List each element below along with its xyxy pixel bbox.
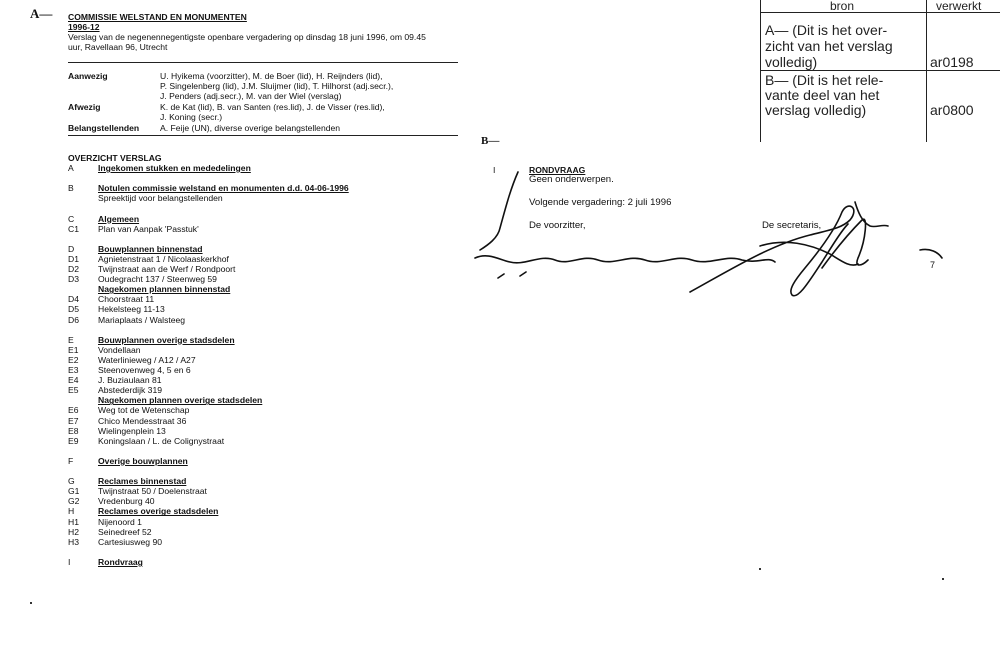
overview-item-text: Abstederdijk 319 bbox=[98, 385, 163, 396]
stamp-row-a-line: A— (Dit is het over- bbox=[765, 22, 888, 38]
overview-item-text: Ingekomen stukken en mededelingen bbox=[98, 163, 251, 173]
attendance-visitors-line: A. Feije (UN), diverse overige belangstellenden bbox=[160, 123, 341, 133]
stamp-row-b-line: vante deel van het bbox=[765, 87, 880, 103]
stamp-row-b-code: ar0800 bbox=[930, 102, 974, 118]
overview-item-text: Hekelsteeg 11-13 bbox=[98, 304, 165, 315]
stamp-left-border bbox=[760, 0, 761, 142]
overview-item-text: Waterlinieweg / A12 / A27 bbox=[98, 354, 196, 365]
header-rule bbox=[68, 62, 458, 63]
margin-marker-a: A— bbox=[30, 6, 53, 21]
scan-speck bbox=[30, 602, 32, 604]
attendance-label-visitors: Belangstellenden bbox=[68, 123, 140, 133]
stamp-header-bron: bron bbox=[830, 0, 855, 13]
overview-item-code: E6 bbox=[68, 405, 79, 416]
overview-item-code: D2 bbox=[68, 264, 79, 274]
attendance-label-absent: Afwezig bbox=[68, 102, 101, 112]
overview-item-text: Oudegracht 137 / Steenweg 59 bbox=[98, 274, 217, 285]
overview-item-text: Nagekomen plannen binnenstad bbox=[98, 284, 231, 295]
overview-item-code: E5 bbox=[68, 385, 79, 396]
overview-item-text: Nagekomen plannen overige stadsdelen bbox=[98, 395, 263, 406]
overview-item-text: Mariaplaats / Walsteeg bbox=[98, 314, 186, 325]
signatures bbox=[470, 150, 970, 340]
overview-item-code: E1 bbox=[68, 344, 79, 355]
overview-item-text: Seinedreef 52 bbox=[98, 526, 152, 537]
overview-item-text: Rondvraag bbox=[98, 556, 143, 567]
overview-item-text: Reclames binnenstad bbox=[98, 476, 187, 487]
overview-item-code: E8 bbox=[68, 425, 79, 436]
overview-item-code: D bbox=[68, 243, 75, 254]
stamp-row-a-line: zicht van het verslag bbox=[765, 38, 893, 54]
attendance-rule bbox=[68, 135, 458, 136]
overview-item-code: E4 bbox=[68, 375, 79, 386]
stamp-row-b-line: B— (Dit is het rele- bbox=[765, 72, 884, 88]
attendance-present-line: P. Singelenberg (lid), J.M. Sluijmer (lid), T. Hilhorst (adj.secr.), bbox=[160, 81, 394, 91]
secretary-signature-icon bbox=[690, 202, 888, 296]
stamp-header-verwerkt: verwerkt bbox=[936, 0, 982, 13]
overview-item-text: Agnietenstraat 1 / Nicolaaskerkhof bbox=[98, 253, 229, 264]
overview-item-text: Cartesiusweg 90 bbox=[98, 536, 163, 547]
document-subtitle-line-2: uur, Ravellaan 96, Utrecht bbox=[68, 42, 168, 52]
page-mark: 7 bbox=[930, 260, 936, 270]
overview-title: OVERZICHT VERSLAG bbox=[68, 153, 162, 163]
overview-item-code: B bbox=[68, 183, 74, 194]
overview-item-text: Weg tot de Wetenschap bbox=[98, 405, 190, 416]
overview-item-text: Koningslaan / L. de Colignystraat bbox=[98, 435, 225, 446]
overview-item-code: C1 bbox=[68, 223, 79, 234]
attendance-present-line: J. Penders (adj.secr.), M. van der Wiel (verslag) bbox=[160, 91, 342, 101]
overview-item-code: H2 bbox=[68, 526, 79, 537]
overview-item-text: Bouwplannen overige stadsdelen bbox=[98, 334, 235, 345]
overview-item-code: D5 bbox=[68, 304, 79, 315]
overview-item-code: E9 bbox=[68, 435, 79, 446]
overview-item-code: E2 bbox=[68, 354, 79, 365]
overview-item-text: Vredenburg 40 bbox=[98, 496, 155, 507]
overview-item-code: E3 bbox=[68, 365, 79, 375]
overview-item-text: Bouwplannen binnenstad bbox=[98, 243, 203, 254]
document-subtitle-line-1: Verslag van de negenennegentigste openbare vergadering op dinsdag 18 juni 1996, om 09.45 bbox=[68, 32, 426, 42]
overview-item-text: Nijenoord 1 bbox=[98, 516, 142, 527]
overview-item-text: Overige bouwplannen bbox=[98, 455, 188, 466]
stamp-row-rule bbox=[760, 70, 1000, 71]
attendance-absent-line: K. de Kat (lid), B. van Santen (res.lid), J. de Visser (res.lid), bbox=[160, 102, 385, 112]
section-code: I bbox=[493, 165, 496, 175]
next-meeting: Volgende vergadering: 2 juli 1996 bbox=[529, 197, 672, 208]
overview-item-code: G1 bbox=[68, 486, 80, 497]
document-number: 1996-12 bbox=[68, 22, 100, 32]
overview-item-code: H bbox=[68, 506, 75, 517]
overview-item-code: F bbox=[68, 455, 74, 466]
attendance-present-line: U. Hyikema (voorzitter), M. de Boer (lid), H. Reijnders (lid), bbox=[160, 71, 383, 81]
overview-item-text: Algemeen bbox=[98, 213, 140, 224]
section-title: RONDVRAAG bbox=[529, 165, 586, 175]
stamp-divider bbox=[926, 0, 927, 142]
overview-item-text: Chico Mendesstraat 36 bbox=[98, 415, 187, 426]
document-title: COMMISSIE WELSTAND EN MONUMENTEN bbox=[68, 12, 247, 22]
overview-item-code: I bbox=[68, 556, 71, 567]
overview-item-text: Choorstraat 11 bbox=[98, 294, 155, 305]
stamp-row-b-line: verslag volledig) bbox=[765, 102, 867, 118]
scan-speck bbox=[759, 568, 761, 570]
margin-marker-b: B— bbox=[481, 135, 500, 147]
overview-item-code: H1 bbox=[68, 516, 79, 527]
overview-item-text: Plan van Aanpak 'Passtuk' bbox=[98, 223, 199, 234]
overview-item-code: H3 bbox=[68, 536, 79, 547]
overview-item-text: Vondellaan bbox=[98, 344, 141, 355]
overview-item-code: D6 bbox=[68, 314, 79, 325]
stamp-row-a-code: ar0198 bbox=[930, 54, 974, 70]
overview-item-text: Steenovenweg 4, 5 en 6 bbox=[98, 365, 191, 375]
overview-item-code: C bbox=[68, 213, 75, 224]
section-text: Geen onderwerpen. bbox=[529, 174, 614, 185]
overview-item-text: J. Buziaulaan 81 bbox=[98, 375, 162, 386]
overview-item-code: A bbox=[68, 163, 74, 173]
attendance-absent-line: J. Koning (secr.) bbox=[160, 112, 223, 122]
stamp-row-a-line: volledig) bbox=[765, 54, 818, 70]
overview-item-code: D4 bbox=[68, 294, 79, 305]
scan-speck bbox=[942, 578, 944, 580]
overview-item-code: G bbox=[68, 476, 75, 487]
overview-item-text: Spreektijd voor belangstellenden bbox=[98, 193, 223, 204]
overview-item-text: Twijnstraat 50 / Doelenstraat bbox=[98, 486, 207, 497]
overview-item-text: Notulen commissie welstand en monumenten d.d. 04-06-1996 bbox=[98, 183, 349, 194]
overview-item-code: E7 bbox=[68, 415, 79, 426]
chair-signature-icon bbox=[475, 172, 775, 263]
overview-item-code: D3 bbox=[68, 274, 79, 285]
overview-item-text: Twijnstraat aan de Werf / Rondpoort bbox=[98, 264, 236, 274]
overview-item-code: G2 bbox=[68, 496, 80, 507]
archive-stamp bbox=[760, 0, 1000, 142]
attendance-label-present: Aanwezig bbox=[68, 71, 108, 81]
overview-item-code: D1 bbox=[68, 253, 79, 264]
chair-label: De voorzitter, bbox=[529, 220, 586, 231]
overview-item-text: Reclames overige stadsdelen bbox=[98, 506, 219, 517]
secretary-label: De secretaris, bbox=[762, 220, 822, 231]
overview-item-text: Wielingenplein 13 bbox=[98, 425, 166, 436]
overview-item-code: E bbox=[68, 334, 74, 345]
